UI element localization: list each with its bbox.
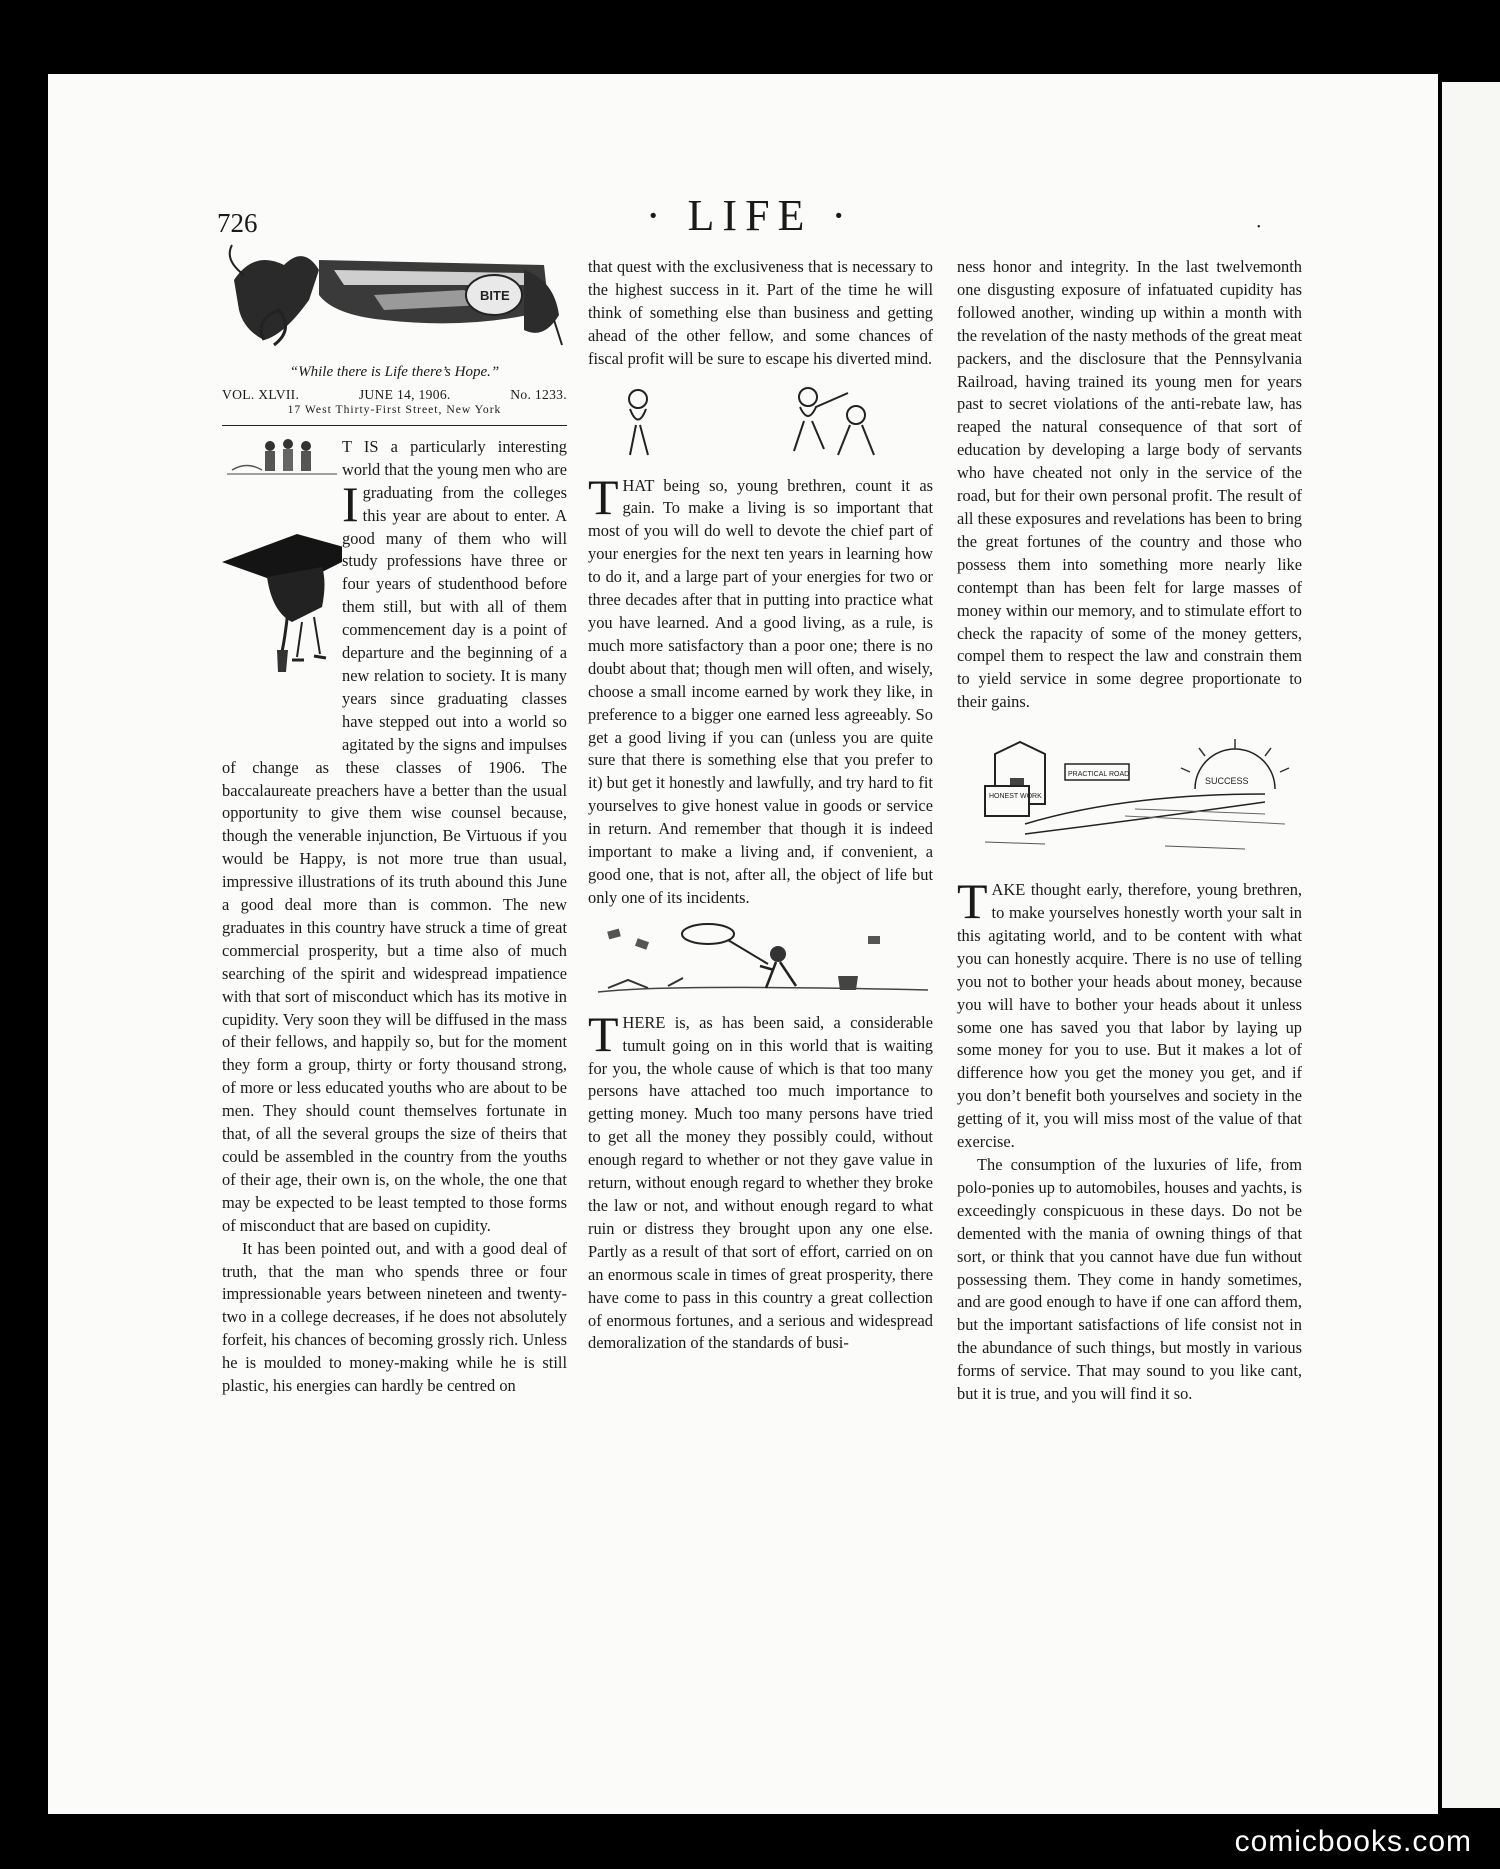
road-sign-1: HONEST WORK	[988, 793, 1042, 801]
road-sign-3: SUCCESS	[1204, 776, 1249, 787]
drop-cap: T	[588, 468, 619, 525]
road-to-success-drawing	[965, 734, 1295, 859]
road-sign-2: PRACTICAL ROAD	[1067, 771, 1129, 779]
paragraph-2: It has been pointed out, and with a good deal of truth, that the man who spends three or four impressionable years between nineteen and twenty-two in a college decreases, if he does not absolutely forfeit, his chances of becoming grossly rich. Unless he is moulded to money-making while he is still plastic, his energies can hardly be centred on	[222, 1238, 567, 1396]
volume-line	[222, 386, 567, 403]
drop-cap: T	[588, 1005, 619, 1062]
drop-cap: T	[957, 873, 988, 930]
bite-banner-drawing	[224, 240, 564, 352]
money-butterfly-net-chase-drawing	[588, 918, 933, 1008]
masthead-title: · LIFE ·	[645, 191, 855, 240]
svg-text:BITE: BITE	[480, 288, 510, 303]
publisher-address: 17 West Thirty-First Street, New York	[287, 402, 502, 416]
facing-page-edge	[1442, 82, 1500, 1808]
paragraph-3: that quest with the exclusiveness that is necessary to the highest success in it. Part of the time he will think of something else than business and getting ahead of the other fellow, and some chances of fiscal profit will be sure to escape his diverted mind.	[588, 257, 933, 368]
mortarboard-cap-drawing	[222, 482, 342, 752]
header-rule	[222, 425, 567, 426]
paragraph-8: The consumption of the luxuries of life, from polo-ponies up to automobiles, houses and yachts, is exceedingly conspicuous in these days. Do not be demented with the mania of owning things of that sort, or think that you cannot have due fun without possessing them. They come in handy sometimes, and are good enough to have if one can afford them, but the important satisfactions of life consist not in the abundance of such things, but mostly in various forms of service. That may sound to you like cant, but it is true, and you will find it so.	[957, 1155, 1302, 1404]
golfer-figures-drawing	[588, 385, 933, 467]
column-3	[957, 256, 1302, 1406]
paragraph-1: T IS a particularly interesting world that the young men who are graduating from the colleges this year are about to enter. A good many of them who will study professions have three or four years of studenthood before them still, but with all of them commencement day is a point of departure and the beginning of a new relation to society. It is many years since graduating classes have stepped out into a world so agitated by the signs and impulses of change as these classes of 1906. The baccalaureate preachers have a better than the usual opportunity to give them wise counsel because, though the venerable injunction, Be Virtuous if you would be Happy, is not more true than usual, impressive illustrations of its truth abound this June a good deal more than is common. The new graduates in this country have struck a time of great commercial prosperity, but a time also of much searching of the spirit and widespread impatience with that sort of misconduct which has its motive in cupidity. Very soon they will be diffused in the mass of their fellows, and happily so, but for the moment they form a group, thirty or forty thousand strong, of more or less educated youths who are about to be men. They should count themselves fortunate in that, of all the several groups the size of theirs that could be assembled in the country from the youths of their age, their own is, on the whole, the one that may be expected to be least tempted to those forms of misconduct that are based on cupidity.	[222, 436, 567, 1235]
paragraph-7: AKE thought early, therefore, young brethren, to make yourselves honestly worth your salt in this agitating world, and to be content with what you can honestly acquire. There is no use of telling you not to bother your heads about money, because you will have to bother your heads about it unless some one has saved you that labor by laying up some money for you to use. But it makes a lot of difference how you get the money you get, and if you don’t benefit both yourselves and society in the getting of it, you will miss most of the value of that exercise.	[957, 880, 1302, 1152]
drop-cap: I	[342, 475, 359, 532]
page-number: 726	[217, 208, 258, 238]
issue-number: No. 1233.	[510, 386, 567, 402]
paragraph-4: HAT being so, young brethren, count it as gain. To make a living is so important that most of you will do well to devote the chief part of your energies for the next ten years in learning how to do it, and a large part of your energies for two or three decades after that in putting into practice what you have learned. And a good living, as a rule, is much more satisfactory than a poor one; there is no doubt about that; though men will often, and wisely, choose a small income earned by work they like, in preference to a bigger one earned less agreeably. So get a good living if you can (unless you are quite sure that there is something else that you prefer to it) but get it honestly and lawfully, and try hard to fit yourselves to give honest value in goods or service in return. And remember that though it is indeed important to make a living and, if convenient, a good one, that is not, after all, the object of life but only one of its incidents.	[588, 475, 933, 907]
ink-dot: •	[1257, 222, 1261, 233]
paragraph-6: ness honor and integrity. In the last twelvemonth one disgusting exposure of infatuated cupidity has followed another, winding up within a month with the revelation of the nasty methods of the great meat packers, and the disclosure that the Pennsylvania Railroad, having trained its young men for years past to secret violations of the anti-rebate law, has reaped the natural consequence of that sort of education by developing a large body of servants who have cheated not only in the service of the road, but for their own personal profit. The result of all these exposures and revelations has been to bring the great fortunes of the country and those who possess them into something more nearly like contempt than has been felt for large masses of money within our memory, and to stimulate effort to check the rapacity of some of the money getters, compel them to respect the law and constrain them to yield service in some degree proportionate to their gains.	[957, 257, 1302, 712]
column-2	[588, 256, 933, 1355]
motto: “While there is Life there’s Hope.”	[289, 363, 500, 380]
watermark: comicbooks.com	[1234, 1825, 1472, 1858]
paragraph-5: HERE is, as has been said, a considerable tumult going on in this world that is waiting for you, the whole cause of which is that too many persons have attached too much importance to getting money. Much too many persons have tried to get all the money they possibly could, without enough regard to whether or not they gave value in return, without enough regard to whether they broke the law or not, and without enough regard to what ruin or distress they brought upon any one else. Partly as a result of that sort of effort, carried on on an enormous scale in times of great prosperity, there have come to pass in this country a great collection of enormous fortunes, and a serious and widespread demoralization of the standards of busi-	[588, 1012, 933, 1353]
issue-date: JUNE 14, 1906.	[358, 386, 451, 402]
volume-number: VOL. XLVII.	[222, 386, 300, 402]
column-1	[222, 240, 567, 1398]
graduates-procession-drawing	[222, 436, 342, 482]
